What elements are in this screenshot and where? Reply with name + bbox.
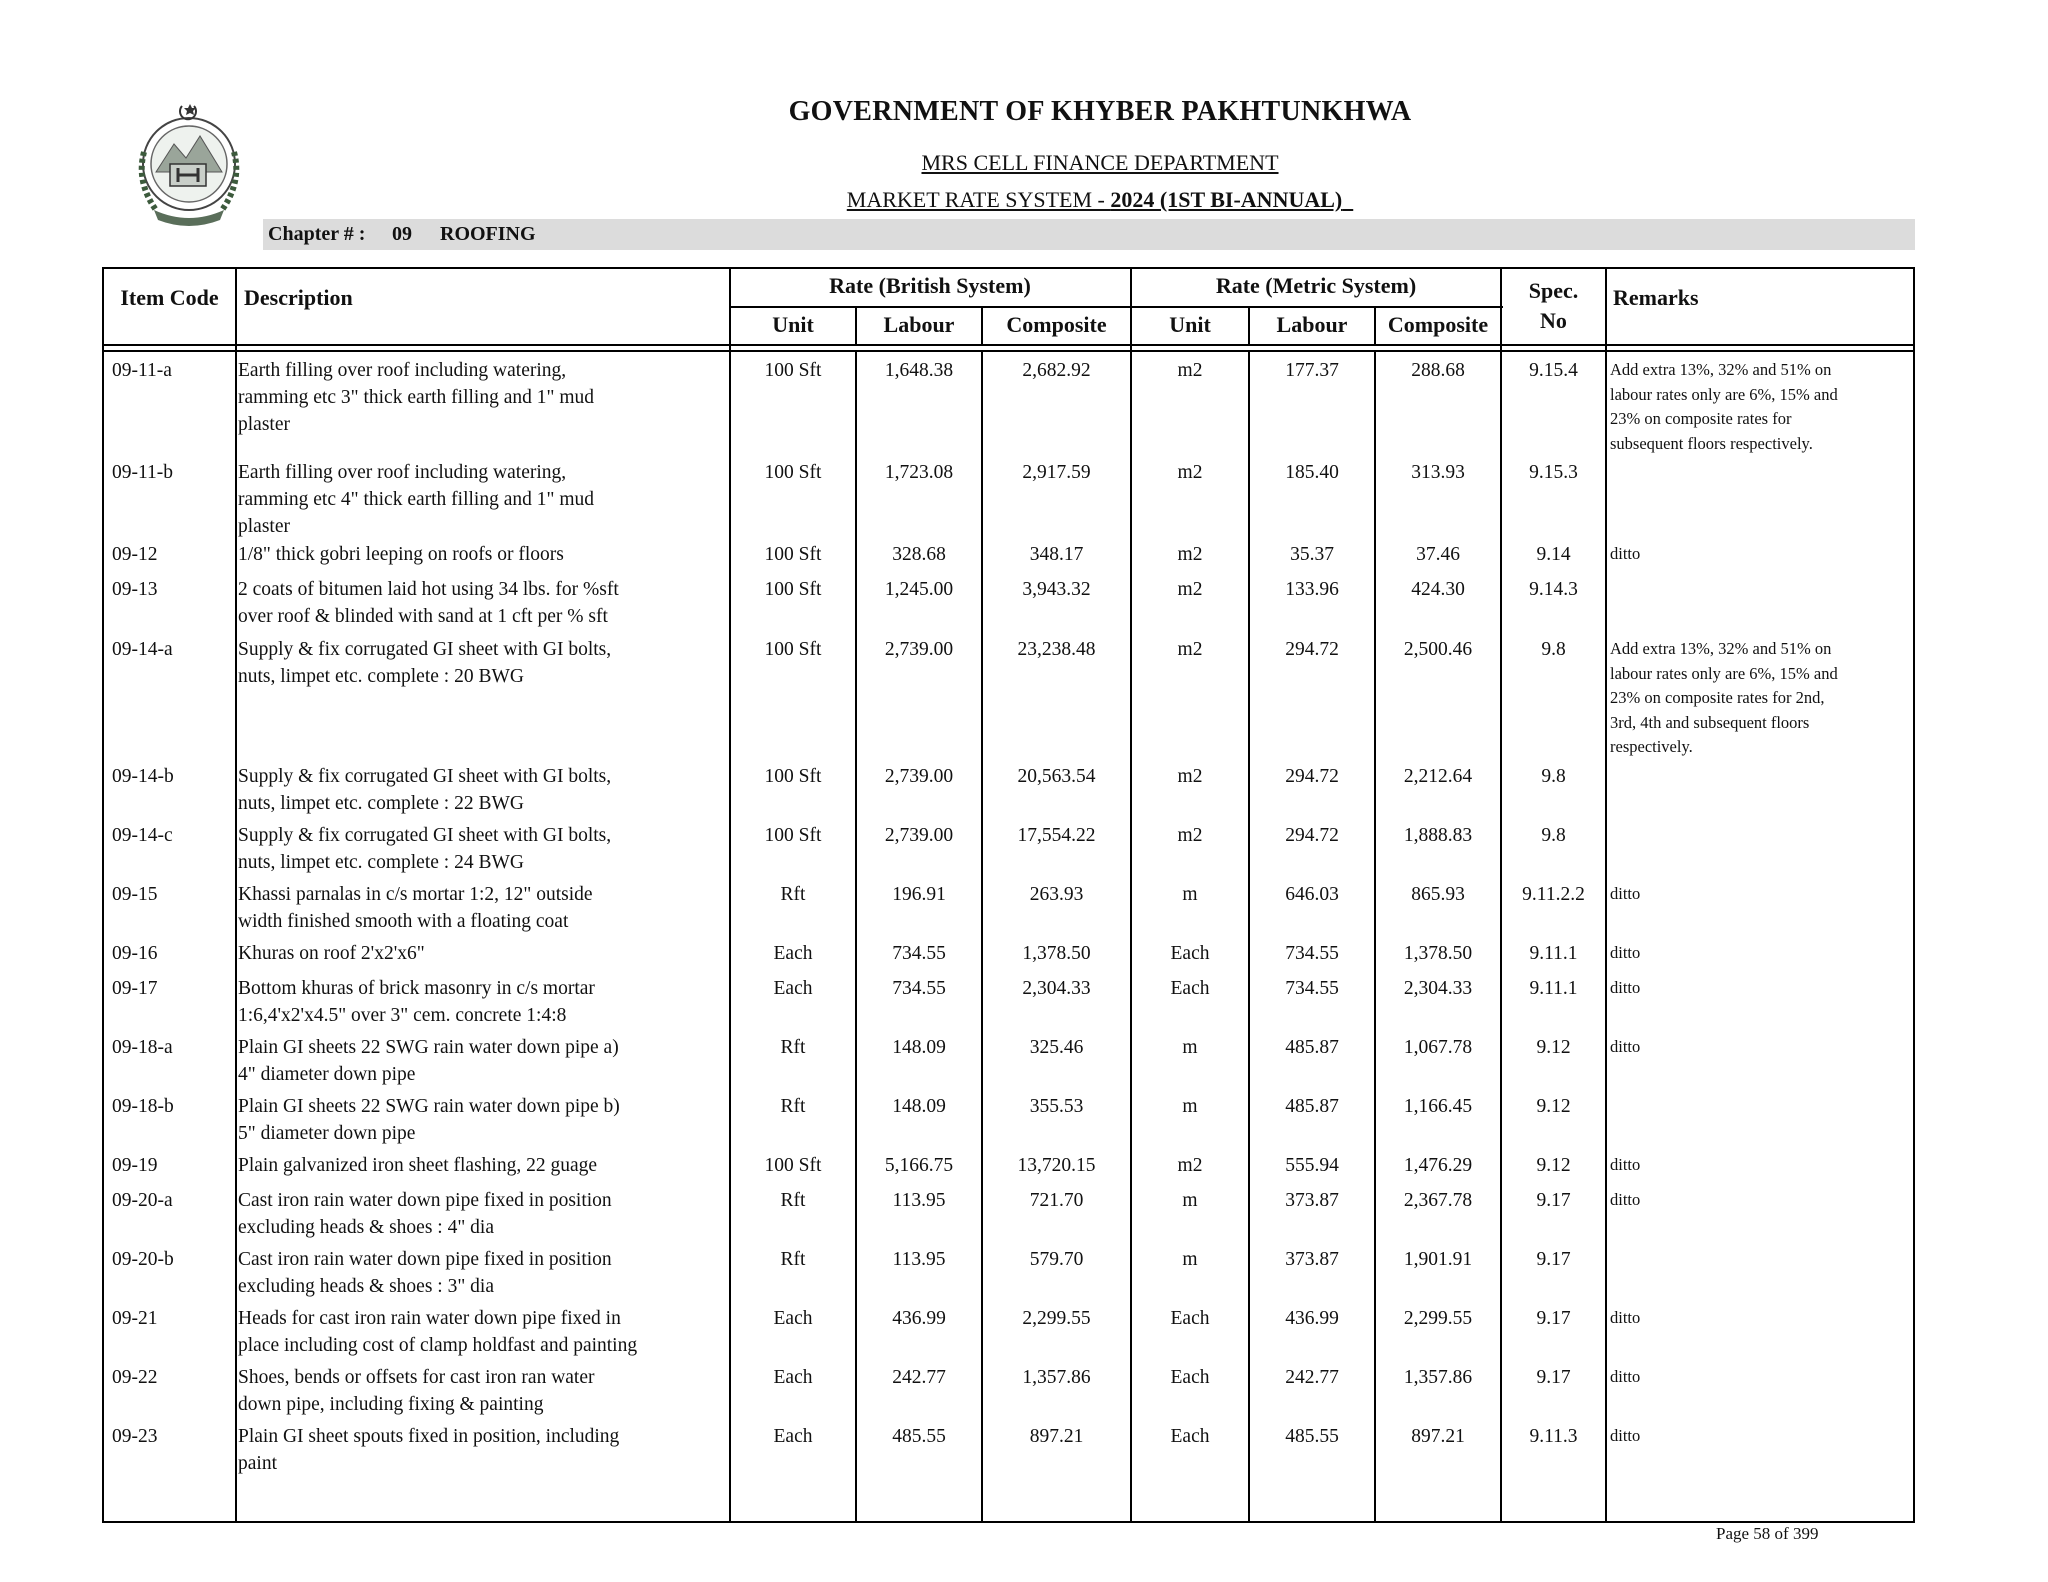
cell-spec: 9.17 xyxy=(1536,1308,1571,1329)
cell-spec: 9.17 xyxy=(1536,1190,1571,1211)
cell-composite: 2,299.55 xyxy=(1022,1308,1091,1329)
cell-m-labour: 734.55 xyxy=(1285,978,1339,999)
cell-code: 09-12 xyxy=(112,544,158,565)
cell-description-line: ramming etc 4" thick earth filling and 1" mud xyxy=(238,489,594,510)
cell-labour: 148.09 xyxy=(892,1096,946,1117)
cell-description-line: plaster xyxy=(238,414,290,435)
cell-spec: 9.8 xyxy=(1541,825,1566,846)
cell-labour: 734.55 xyxy=(892,943,946,964)
cell-m-composite: 2,212.64 xyxy=(1403,766,1473,787)
cell-labour: 1,723.08 xyxy=(884,462,954,483)
document-title: GOVERNMENT OF KHYBER PAKHTUNKHWA xyxy=(788,96,1412,127)
cell-code: 09-18-a xyxy=(112,1037,173,1058)
cell-labour: 5,166.75 xyxy=(884,1155,954,1176)
cell-composite: 13,720.15 xyxy=(1017,1155,1096,1176)
cell-code: 09-16 xyxy=(112,943,158,964)
cell-m-labour: 373.87 xyxy=(1285,1190,1339,1211)
col-border xyxy=(1374,350,1376,1523)
cell-description-line: ramming etc 3" thick earth filling and 1" mud xyxy=(238,387,594,408)
cell-remarks-line: ditto xyxy=(1610,1426,1641,1445)
cell-unit: Each xyxy=(773,943,813,964)
cell-description-line: 1/8" thick gobri leeping on roofs or floors xyxy=(238,544,564,565)
cell-m-unit: m2 xyxy=(1177,825,1203,846)
cell-spec: 9.11.1 xyxy=(1529,978,1578,999)
header-rate-metric: Rate (Metric System) xyxy=(1215,273,1417,298)
cell-m-composite: 1,888.83 xyxy=(1403,825,1473,846)
cell-unit: Rft xyxy=(780,1190,806,1211)
cell-unit: Rft xyxy=(780,1037,806,1058)
cell-spec: 9.12 xyxy=(1536,1096,1571,1117)
cell-unit: 100 Sft xyxy=(764,462,822,483)
cell-m-labour: 177.37 xyxy=(1285,360,1339,381)
cell-unit: 100 Sft xyxy=(764,639,822,660)
cell-spec: 9.8 xyxy=(1541,766,1566,787)
cell-m-unit: m2 xyxy=(1177,544,1203,565)
cell-code: 09-13 xyxy=(112,579,158,600)
body-top-border xyxy=(102,350,1915,352)
cell-m-unit: m xyxy=(1182,1190,1198,1211)
header-unit-british: Unit xyxy=(772,312,814,337)
cell-description-line: Khassi parnalas in c/s mortar 1:2, 12" outside xyxy=(238,884,593,905)
cell-labour: 436.99 xyxy=(892,1308,946,1329)
chapter-label: Chapter # : xyxy=(268,223,366,245)
cell-m-composite: 897.21 xyxy=(1411,1426,1465,1447)
cell-spec: 9.11.1 xyxy=(1529,943,1578,964)
cell-composite: 325.46 xyxy=(1029,1037,1084,1058)
cell-description-line: Plain GI sheet spouts fixed in position, including xyxy=(238,1426,620,1447)
cell-description-line: 2 coats of bitumen laid hot using 34 lbs. for %sft xyxy=(238,579,619,600)
cell-unit: Each xyxy=(773,1308,813,1329)
cell-code: 09-14-a xyxy=(112,639,173,660)
cell-m-unit: m xyxy=(1182,1037,1198,1058)
chapter-number: 09 xyxy=(392,223,412,245)
cell-spec: 9.17 xyxy=(1536,1367,1571,1388)
cell-m-unit: m2 xyxy=(1177,1155,1203,1176)
cell-composite: 263.93 xyxy=(1029,884,1084,905)
cell-description-line: Cast iron rain water down pipe fixed in position xyxy=(238,1249,612,1270)
table-top-border xyxy=(102,267,1915,269)
cell-code: 09-19 xyxy=(112,1155,158,1176)
cell-unit: 100 Sft xyxy=(764,579,822,600)
cell-remarks-line: ditto xyxy=(1610,1155,1641,1174)
cell-labour: 242.77 xyxy=(892,1367,946,1388)
cell-m-unit: m2 xyxy=(1177,462,1203,483)
cell-composite: 2,917.59 xyxy=(1022,462,1091,483)
cell-description-line: Khuras on roof 2'x2'x6" xyxy=(238,943,425,964)
cell-m-labour: 485.87 xyxy=(1285,1096,1339,1117)
cell-remarks-line: 23% on composite rates for 2nd, xyxy=(1610,688,1825,707)
cell-description-line: excluding heads & shoes : 3" dia xyxy=(238,1276,494,1297)
cell-code: 09-20-b xyxy=(112,1249,174,1270)
department-name: MRS CELL FINANCE DEPARTMENT xyxy=(921,150,1279,175)
cell-description-line: nuts, limpet etc. complete : 24 BWG xyxy=(238,852,524,873)
cell-m-composite: 313.93 xyxy=(1411,462,1465,483)
cell-remarks-line: ditto xyxy=(1610,884,1641,903)
cell-composite: 2,682.92 xyxy=(1022,360,1091,381)
header-labour-british: Labour xyxy=(883,312,955,337)
cell-m-unit: Each xyxy=(1170,978,1210,999)
cell-remarks-line: subsequent floors respectively. xyxy=(1610,433,1813,453)
cell-unit: Each xyxy=(773,1426,813,1447)
header-unit-metric: Unit xyxy=(1169,312,1211,337)
cell-description-line: Supply & fix corrugated GI sheet with GI bolts, xyxy=(238,766,612,787)
cell-composite: 721.70 xyxy=(1029,1190,1084,1211)
col-border xyxy=(855,350,857,1523)
cell-m-composite: 1,166.45 xyxy=(1403,1096,1473,1117)
cell-description-line: Earth filling over roof including watering, xyxy=(238,360,567,381)
col-border xyxy=(102,267,104,1523)
header-spec-no: No xyxy=(1540,308,1567,333)
cell-description-line: down pipe, including fixing & painting xyxy=(238,1394,544,1415)
cell-remarks-line: 3rd, 4th and subsequent floors xyxy=(1610,712,1810,732)
cell-m-labour: 436.99 xyxy=(1285,1308,1339,1329)
rate-system-title xyxy=(700,187,1500,213)
cell-m-unit: m xyxy=(1182,884,1198,905)
cell-description-line: Plain galvanized iron sheet flashing, 22 guage xyxy=(238,1155,598,1176)
cell-unit: Each xyxy=(773,1367,813,1388)
cell-description-line: 1:6,4'x2'x4.5" over 3" cem. concrete 1:4:8 xyxy=(238,1005,567,1026)
cell-remarks-line: ditto xyxy=(1610,544,1641,563)
cell-unit: Rft xyxy=(780,1096,806,1117)
cell-labour: 113.95 xyxy=(892,1190,946,1211)
cell-labour: 113.95 xyxy=(892,1249,946,1270)
cell-code: 09-18-b xyxy=(112,1096,174,1117)
cell-composite: 23,238.48 xyxy=(1017,639,1096,660)
cell-remarks-line: labour rates only are 6%, 15% and xyxy=(1610,384,1838,404)
cell-m-unit: Each xyxy=(1170,943,1210,964)
cell-m-composite: 424.30 xyxy=(1411,579,1465,600)
cell-m-unit: Each xyxy=(1170,1367,1210,1388)
cell-code: 09-17 xyxy=(112,978,158,999)
rate-system-period: 2024 (1ST BI-ANNUAL) xyxy=(1110,187,1343,212)
cell-unit: Rft xyxy=(780,884,806,905)
header-labour-metric: Labour xyxy=(1276,312,1348,337)
cell-code: 09-11-a xyxy=(112,360,172,381)
cell-composite: 20,563.54 xyxy=(1017,766,1096,787)
cell-m-composite: 2,367.78 xyxy=(1403,1190,1473,1211)
cell-m-unit: m2 xyxy=(1177,639,1203,660)
header-item-code: Item Code xyxy=(120,285,219,310)
cell-labour: 1,245.00 xyxy=(884,579,954,600)
col-border xyxy=(235,267,237,1523)
cell-composite: 355.53 xyxy=(1029,1096,1084,1117)
cell-code: 09-14-c xyxy=(112,825,173,846)
cell-m-unit: Each xyxy=(1170,1426,1210,1447)
cell-m-labour: 646.03 xyxy=(1285,884,1339,905)
cell-description-line: place including cost of clamp holdfast and painting xyxy=(238,1335,638,1356)
cell-m-unit: m xyxy=(1182,1096,1198,1117)
header-remarks: Remarks xyxy=(1613,285,1699,310)
cell-composite: 1,357.86 xyxy=(1022,1367,1091,1388)
cell-remarks-line: ditto xyxy=(1610,978,1641,997)
cell-m-unit: m xyxy=(1182,1249,1198,1270)
cell-remarks-line: ditto xyxy=(1610,943,1641,962)
col-border xyxy=(981,350,983,1523)
cell-remarks-line: Add extra 13%, 32% and 51% on xyxy=(1610,639,1832,658)
cell-unit: 100 Sft xyxy=(764,825,822,846)
cell-description-line: Bottom khuras of brick masonry in c/s mortar xyxy=(238,978,595,999)
cell-spec: 9.14.3 xyxy=(1529,579,1578,600)
cell-remarks-line: ditto xyxy=(1610,1190,1641,1209)
cell-remarks-line: ditto xyxy=(1610,1367,1641,1386)
cell-m-composite: 1,378.50 xyxy=(1403,943,1473,964)
cell-m-composite: 288.68 xyxy=(1411,360,1465,381)
cell-m-composite: 865.93 xyxy=(1411,884,1465,905)
cell-m-composite: 1,357.86 xyxy=(1403,1367,1473,1388)
cell-description-line: 4" diameter down pipe xyxy=(238,1064,416,1085)
cell-description-line: Supply & fix corrugated GI sheet with GI bolts, xyxy=(238,825,612,846)
cell-m-composite: 1,067.78 xyxy=(1403,1037,1473,1058)
cell-composite: 897.21 xyxy=(1029,1426,1084,1447)
cell-description-line: Supply & fix corrugated GI sheet with GI bolts, xyxy=(238,639,612,660)
cell-composite: 348.17 xyxy=(1029,544,1084,565)
cell-unit: 100 Sft xyxy=(764,544,822,565)
cell-labour: 196.91 xyxy=(892,884,946,905)
cell-description-line: width finished smooth with a floating coat xyxy=(238,911,569,932)
cell-m-composite: 2,299.55 xyxy=(1403,1308,1473,1329)
cell-remarks-line: ditto xyxy=(1610,1037,1641,1056)
cell-m-composite: 1,476.29 xyxy=(1403,1155,1473,1176)
page-number: Page 58 of 399 xyxy=(1716,1524,1819,1543)
header-description: Description xyxy=(244,285,353,310)
subheader-divider xyxy=(730,306,1503,308)
cell-unit: 100 Sft xyxy=(764,1155,822,1176)
cell-m-composite: 2,304.33 xyxy=(1403,978,1473,999)
cell-m-unit: Each xyxy=(1170,1308,1210,1329)
cell-description-line: excluding heads & shoes : 4" dia xyxy=(238,1217,494,1238)
cell-code: 09-11-b xyxy=(112,462,174,483)
cell-m-labour: 373.87 xyxy=(1285,1249,1339,1270)
cell-description-line: 5" diameter down pipe xyxy=(238,1123,416,1144)
cell-unit: Each xyxy=(773,978,813,999)
cell-description-line: over roof & blinded with sand at 1 cft per % sft xyxy=(238,606,608,627)
cell-m-composite: 1,901.91 xyxy=(1403,1249,1473,1270)
cell-code: 09-21 xyxy=(112,1308,158,1329)
rate-system-prefix: MARKET RATE SYSTEM - xyxy=(846,187,1111,212)
cell-labour: 2,739.00 xyxy=(884,825,954,846)
cell-labour: 2,739.00 xyxy=(884,639,954,660)
cell-spec: 9.15.3 xyxy=(1529,462,1578,483)
cell-composite: 1,378.50 xyxy=(1022,943,1091,964)
cell-m-composite: 2,500.46 xyxy=(1403,639,1473,660)
cell-description-line: nuts, limpet etc. complete : 20 BWG xyxy=(238,666,524,687)
cell-m-labour: 242.77 xyxy=(1285,1367,1339,1388)
cell-m-labour: 185.40 xyxy=(1285,462,1339,483)
cell-remarks-line: labour rates only are 6%, 15% and xyxy=(1610,663,1838,683)
col-border xyxy=(1913,267,1915,1523)
header-bottom-border xyxy=(102,344,1915,346)
cell-spec: 9.15.4 xyxy=(1529,360,1578,381)
cell-remarks-line: 23% on composite rates for xyxy=(1610,409,1792,428)
header-rate-british: Rate (British System) xyxy=(829,273,1031,298)
cell-m-labour: 294.72 xyxy=(1285,766,1339,787)
col-border xyxy=(1248,350,1250,1523)
cell-m-labour: 555.94 xyxy=(1285,1155,1339,1176)
cell-description-line: Earth filling over roof including watering, xyxy=(238,462,567,483)
header-composite-metric: Composite xyxy=(1387,312,1489,337)
cell-composite: 579.70 xyxy=(1029,1249,1084,1270)
cell-m-unit: m2 xyxy=(1177,579,1203,600)
cell-m-labour: 485.55 xyxy=(1285,1426,1339,1447)
cell-composite: 2,304.33 xyxy=(1022,978,1091,999)
cell-spec: 9.12 xyxy=(1536,1155,1571,1176)
cell-unit: 100 Sft xyxy=(764,766,822,787)
chapter-name: ROOFING xyxy=(440,223,536,245)
cell-spec: 9.11.3 xyxy=(1529,1426,1578,1447)
cell-labour: 328.68 xyxy=(892,544,946,565)
table-bottom-border xyxy=(102,1521,1915,1523)
cell-code: 09-23 xyxy=(112,1426,158,1447)
cell-unit: 100 Sft xyxy=(764,360,822,381)
cell-code: 09-22 xyxy=(112,1367,158,1388)
cell-spec: 9.14 xyxy=(1536,544,1571,565)
cell-description-line: paint xyxy=(238,1453,277,1474)
cell-spec: 9.8 xyxy=(1541,639,1566,660)
cell-remarks-line: respectively. xyxy=(1610,737,1693,756)
cell-m-labour: 485.87 xyxy=(1285,1037,1339,1058)
cell-m-labour: 294.72 xyxy=(1285,825,1339,846)
cell-description-line: nuts, limpet etc. complete : 22 BWG xyxy=(238,793,524,814)
cell-m-labour: 133.96 xyxy=(1285,579,1339,600)
cell-labour: 485.55 xyxy=(892,1426,946,1447)
cell-m-unit: m2 xyxy=(1177,766,1203,787)
cell-unit: Rft xyxy=(780,1249,806,1270)
cell-m-labour: 294.72 xyxy=(1285,639,1339,660)
cell-description-line: Cast iron rain water down pipe fixed in position xyxy=(238,1190,612,1211)
cell-remarks-line: Add extra 13%, 32% and 51% on xyxy=(1610,360,1832,379)
cell-labour: 148.09 xyxy=(892,1037,946,1058)
government-emblem-icon xyxy=(126,92,252,232)
cell-spec: 9.11.2.2 xyxy=(1522,884,1585,905)
cell-m-labour: 35.37 xyxy=(1290,544,1334,565)
cell-composite: 17,554.22 xyxy=(1017,825,1096,846)
cell-description-line: Plain GI sheets 22 SWG rain water down pipe b) xyxy=(238,1096,620,1117)
cell-m-unit: m2 xyxy=(1177,360,1203,381)
cell-code: 09-14-b xyxy=(112,766,174,787)
cell-description-line: Shoes, bends or offsets for cast iron ran water xyxy=(238,1367,595,1388)
col-border xyxy=(1605,267,1607,1523)
cell-description-line: Heads for cast iron rain water down pipe fixed in xyxy=(238,1308,621,1329)
cell-labour: 734.55 xyxy=(892,978,946,999)
cell-code: 09-15 xyxy=(112,884,158,905)
cell-composite: 3,943.32 xyxy=(1022,579,1091,600)
cell-labour: 1,648.38 xyxy=(884,360,954,381)
cell-m-labour: 734.55 xyxy=(1285,943,1339,964)
cell-remarks-line: ditto xyxy=(1610,1308,1641,1327)
header-spec: Spec. xyxy=(1528,278,1579,303)
header-composite-british: Composite xyxy=(1006,312,1107,337)
cell-m-composite: 37.46 xyxy=(1416,544,1460,565)
cell-description-line: Plain GI sheets 22 SWG rain water down pipe a) xyxy=(238,1037,619,1058)
cell-spec: 9.12 xyxy=(1536,1037,1571,1058)
cell-labour: 2,739.00 xyxy=(884,766,954,787)
cell-description-line: plaster xyxy=(238,516,290,537)
cell-spec: 9.17 xyxy=(1536,1249,1571,1270)
cell-code: 09-20-a xyxy=(112,1190,173,1211)
